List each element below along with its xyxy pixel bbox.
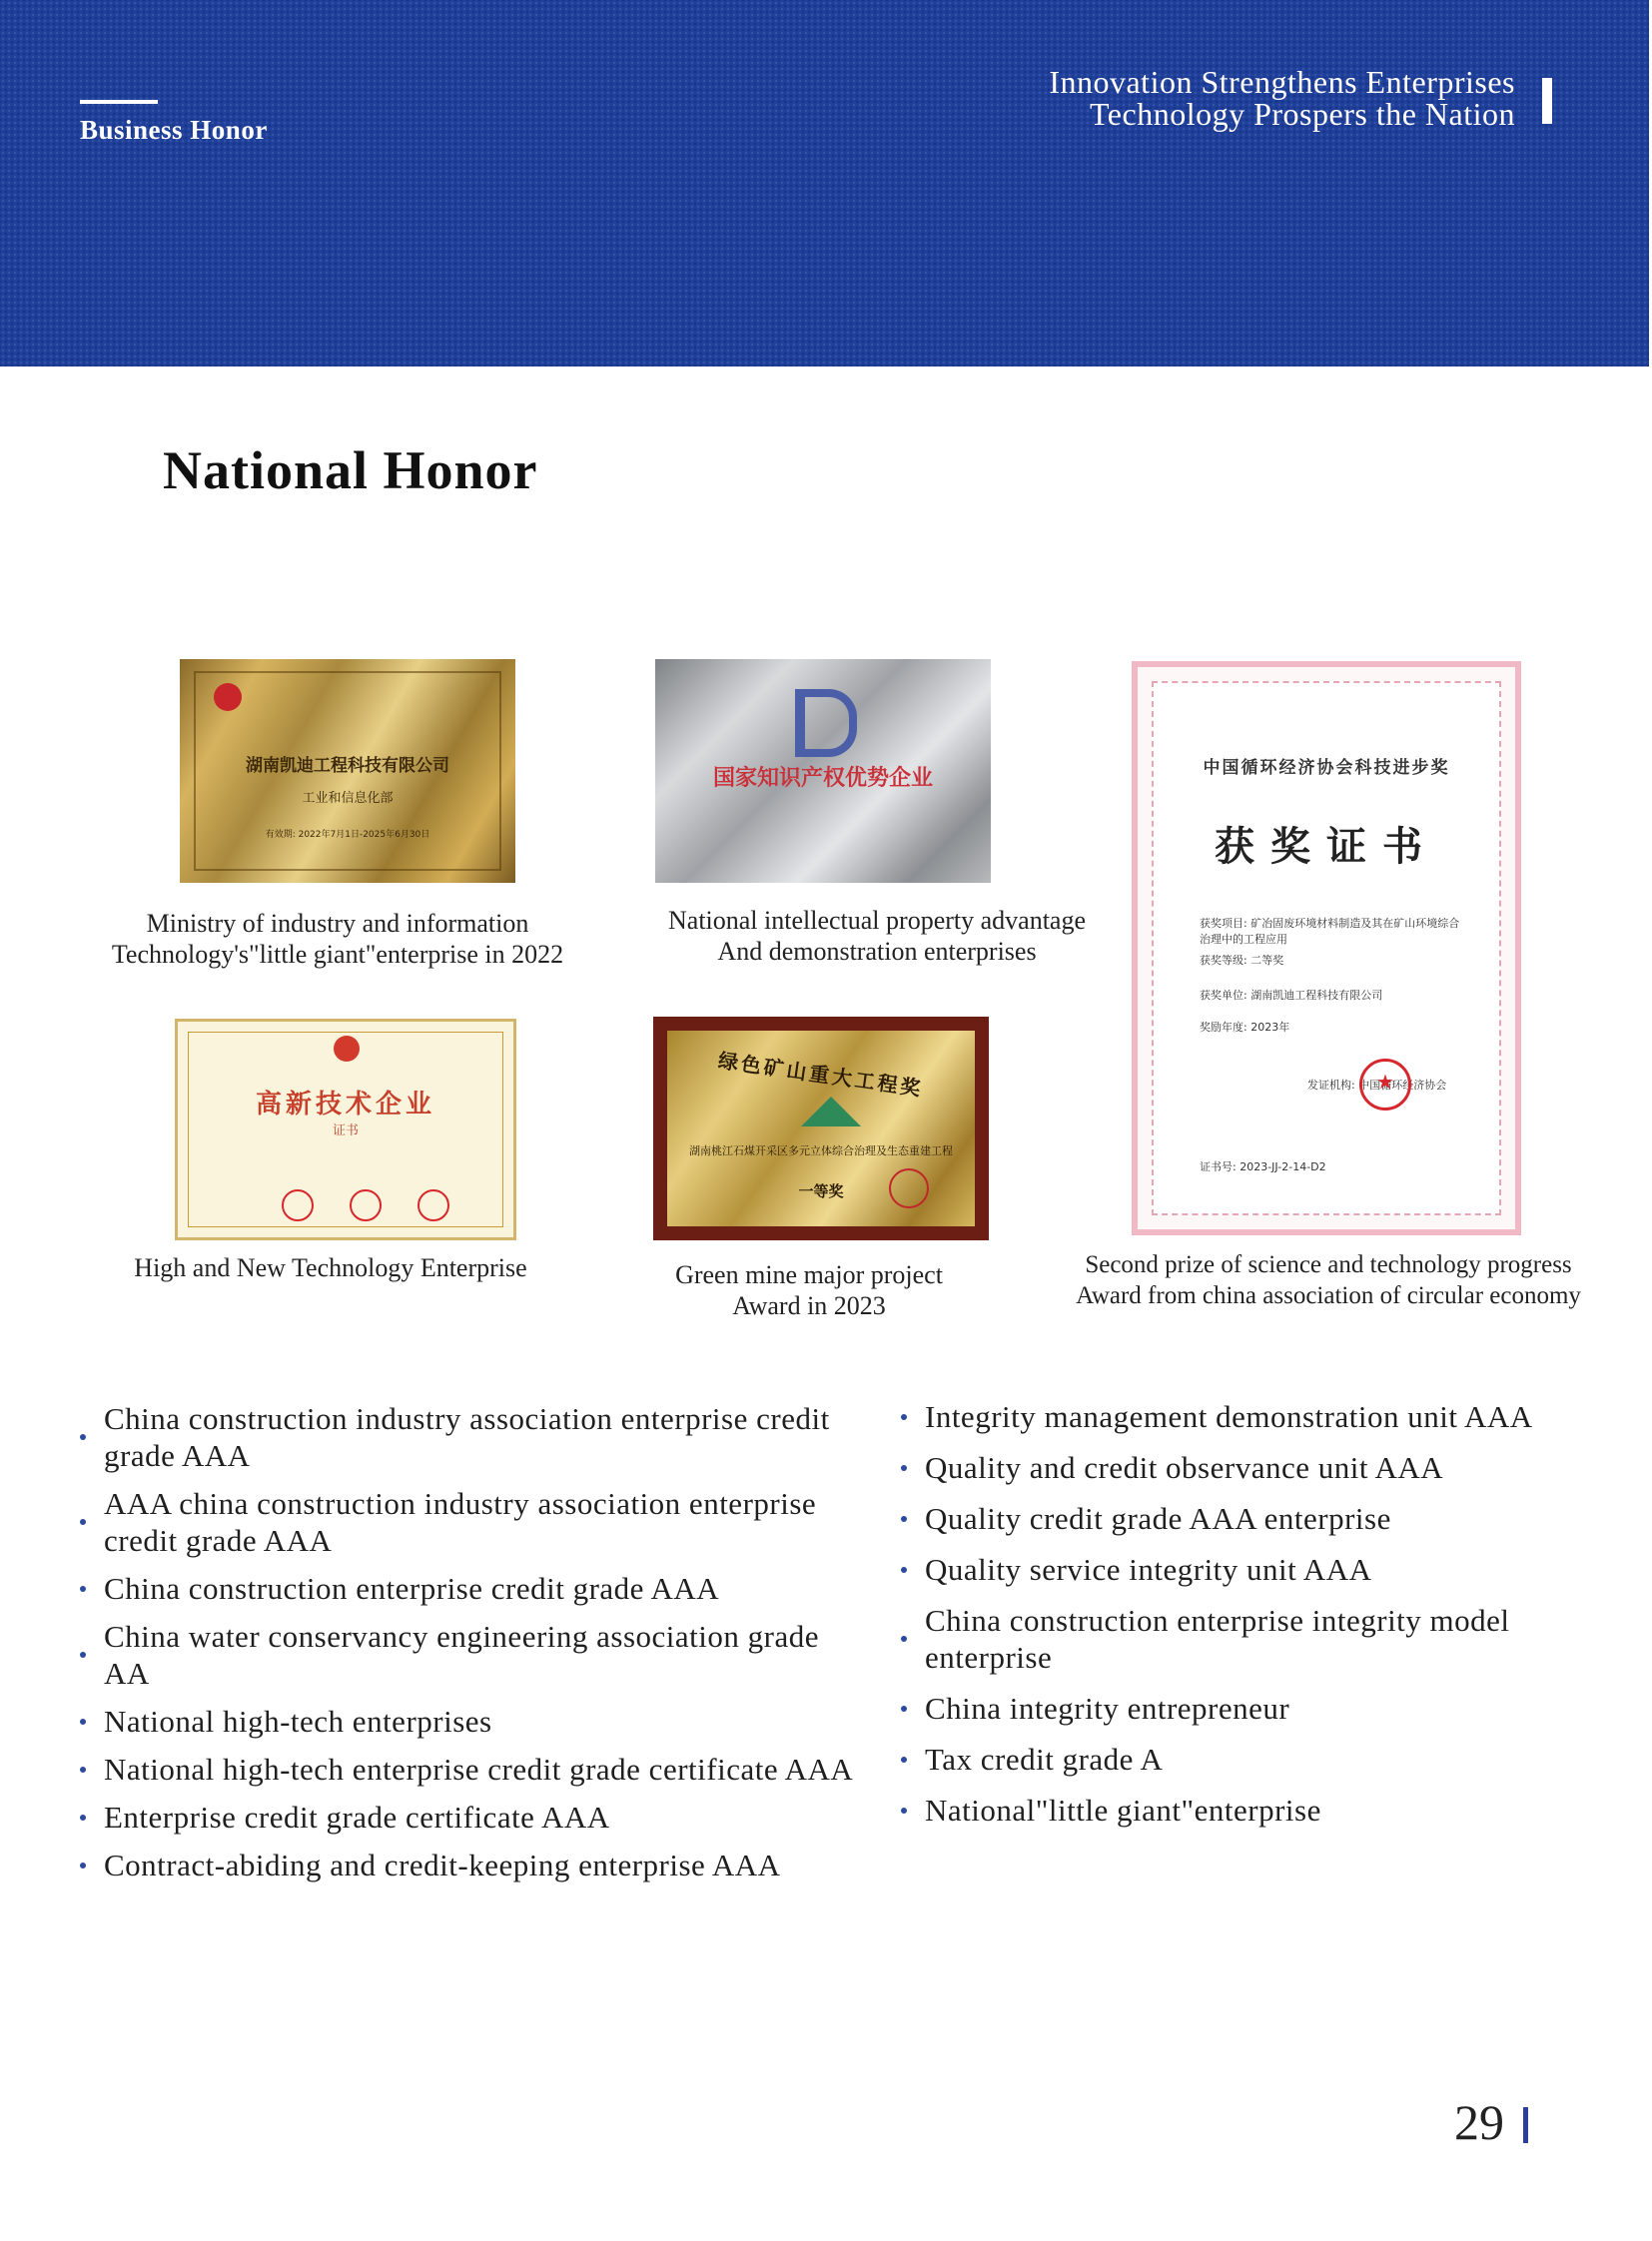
list-item [80, 1618, 859, 1692]
header-accent-bar [1542, 78, 1552, 124]
flame-logo-icon [334, 1036, 360, 1062]
caption-line: Award in 2023 [732, 1291, 886, 1320]
bullet-icon [901, 1808, 907, 1814]
list-item [901, 1741, 1620, 1778]
list-item [901, 1792, 1620, 1829]
list-item-text: China construction enterprise credit grade AAA [104, 1571, 720, 1606]
caption-science-progress [1059, 1249, 1598, 1311]
certificate-title: 高新技术企业 [255, 1090, 435, 1120]
certificate-big-title: 获奖证书 [1215, 824, 1438, 870]
caption-line: Green mine major project [675, 1260, 943, 1289]
bullet-icon [901, 1414, 907, 1420]
list-item [901, 1602, 1620, 1676]
list-item-text: Quality and credit observance unit AAA [925, 1450, 1444, 1485]
list-item [80, 1570, 859, 1607]
caption-little-giant [110, 908, 565, 970]
slogan-line-1: Innovation Strengthens Enterprises [1049, 64, 1515, 100]
plaque-body: 湖南桃江石煤开采区多元立体综合治理及生态重建工程 [689, 1144, 953, 1157]
list-item [80, 1847, 859, 1883]
bullet-icon [80, 1519, 86, 1525]
certificate-subtitle: 证书 [332, 1123, 359, 1138]
little-giant-logo-icon [214, 683, 242, 711]
header-slogan [1049, 66, 1515, 130]
gold-plate [667, 1031, 975, 1226]
plaque-company: 湖南凯迪工程科技有限公司 [246, 756, 449, 776]
list-item [901, 1551, 1620, 1588]
caption-line: Ministry of industry and information [146, 909, 529, 938]
certificate-ip-advantage-image [655, 659, 991, 883]
caption-line: National intellectual property advantage [668, 906, 1086, 935]
bullet-icon [80, 1863, 86, 1868]
certificate-unit: 获奖单位: 湖南凯迪工程科技有限公司 [1200, 989, 1383, 1002]
list-item [901, 1500, 1620, 1537]
list-item [80, 1751, 859, 1788]
bullet-icon [901, 1465, 907, 1471]
bullet-icon [901, 1636, 907, 1642]
list-item-text: China integrity entrepreneur [925, 1691, 1290, 1726]
list-item [80, 1485, 859, 1559]
caption-line: Technology's"little giant"enterprise in 2022 [111, 940, 564, 969]
list-item-text: Quality credit grade AAA enterprise [925, 1501, 1391, 1536]
red-seal-icon [1359, 1059, 1411, 1111]
list-item [80, 1799, 859, 1836]
caption-line: And demonstration enterprises [717, 937, 1037, 966]
header-banner [0, 0, 1649, 367]
certificate-project: 获奖项目: 矿冶固废环境材料制造及其在矿山环境综合治理中的工程应用 [1200, 917, 1460, 946]
bullet-icon [80, 1815, 86, 1821]
bullet-icon [80, 1719, 86, 1725]
header-accent-line [80, 100, 158, 104]
red-seal-icon [889, 1168, 929, 1208]
caption-green-mine [619, 1259, 999, 1321]
plaque-title: 国家知识产权优势企业 [712, 766, 933, 791]
list-item-text: National high-tech enterprise credit grade certificate AAA [104, 1752, 854, 1787]
bullet-icon [901, 1757, 907, 1763]
page-title: National Honor [163, 440, 538, 500]
red-seal-icon [350, 1189, 382, 1221]
list-item-text: China water conservancy engineering association grade AA [104, 1619, 819, 1691]
red-seal-icon [282, 1189, 314, 1221]
certificate-green-mine-image [653, 1017, 989, 1240]
list-item-text: Quality service integrity unit AAA [925, 1552, 1372, 1587]
bullet-icon [80, 1767, 86, 1773]
bullet-icon [80, 1586, 86, 1592]
list-item [901, 1690, 1620, 1727]
list-item-text: AAA china construction industry association enterprise credit grade AAA [104, 1486, 817, 1558]
honor-list-right [901, 1398, 1620, 1829]
mountain-logo-icon [801, 1097, 861, 1126]
list-item-text: Tax credit grade A [925, 1742, 1164, 1777]
caption-ip-advantage [599, 905, 1155, 967]
plaque-issuer: 工业和信息化部 [302, 791, 394, 806]
bullet-icon [901, 1516, 907, 1522]
seal-row [264, 1189, 467, 1226]
caption-line: Award from china association of circular economy [1076, 1282, 1581, 1309]
section-label: Business Honor [80, 115, 268, 145]
list-item-text: Contract-abiding and credit-keeping enterprise AAA [104, 1848, 781, 1882]
bullet-icon [901, 1567, 907, 1573]
page-number: 29 [1454, 2094, 1504, 2150]
slogan-line-2: Technology Prospers the Nation [1089, 96, 1515, 132]
honor-list-left [80, 1400, 859, 1883]
bullet-icon [80, 1434, 86, 1440]
certificate-header: 中国循环经济协会科技进步奖 [1203, 758, 1450, 778]
certificate-issuer: 发证机构: 中国循环经济协会 [1307, 1079, 1447, 1092]
list-item-text: National high-tech enterprises [104, 1704, 492, 1739]
certificate-year: 奖励年度: 2023年 [1200, 1021, 1290, 1034]
certificate-high-tech-image [175, 1019, 516, 1240]
list-item-text: Integrity management demonstration unit AAA [925, 1399, 1533, 1434]
page-number-bar [1523, 2107, 1528, 2143]
ip-logo-icon [795, 689, 857, 757]
plaque-grade: 一等奖 [798, 1182, 844, 1200]
list-item-text: National"little giant"enterprise [925, 1793, 1321, 1828]
bullet-icon [901, 1706, 907, 1712]
list-item-text: China construction industry association enterprise credit grade AAA [104, 1401, 830, 1473]
list-item-text: Enterprise credit grade certificate AAA [104, 1800, 610, 1835]
list-item [901, 1398, 1620, 1435]
list-item-text: China construction enterprise integrity model enterprise [925, 1603, 1510, 1675]
caption-high-tech: High and New Technology Enterprise [134, 1253, 527, 1282]
certificate-number: 证书号: 2023-JJ-2-14-D2 [1200, 1160, 1326, 1173]
certificate-little-giant-image [180, 659, 515, 883]
red-seal-icon [417, 1189, 449, 1221]
plaque-validity: 有效期: 2022年7月1日-2025年6月30日 [265, 830, 430, 840]
bullet-icon [80, 1652, 86, 1658]
certificate-grade: 获奖等级: 二等奖 [1200, 954, 1284, 967]
list-item [80, 1400, 859, 1474]
certificate-science-progress-image [1132, 661, 1521, 1235]
plaque-title: 绿色矿山重大工程奖 [716, 1048, 925, 1102]
list-item [80, 1703, 859, 1740]
list-item [901, 1449, 1620, 1486]
caption-line: Second prize of science and technology progress [1085, 1251, 1572, 1278]
